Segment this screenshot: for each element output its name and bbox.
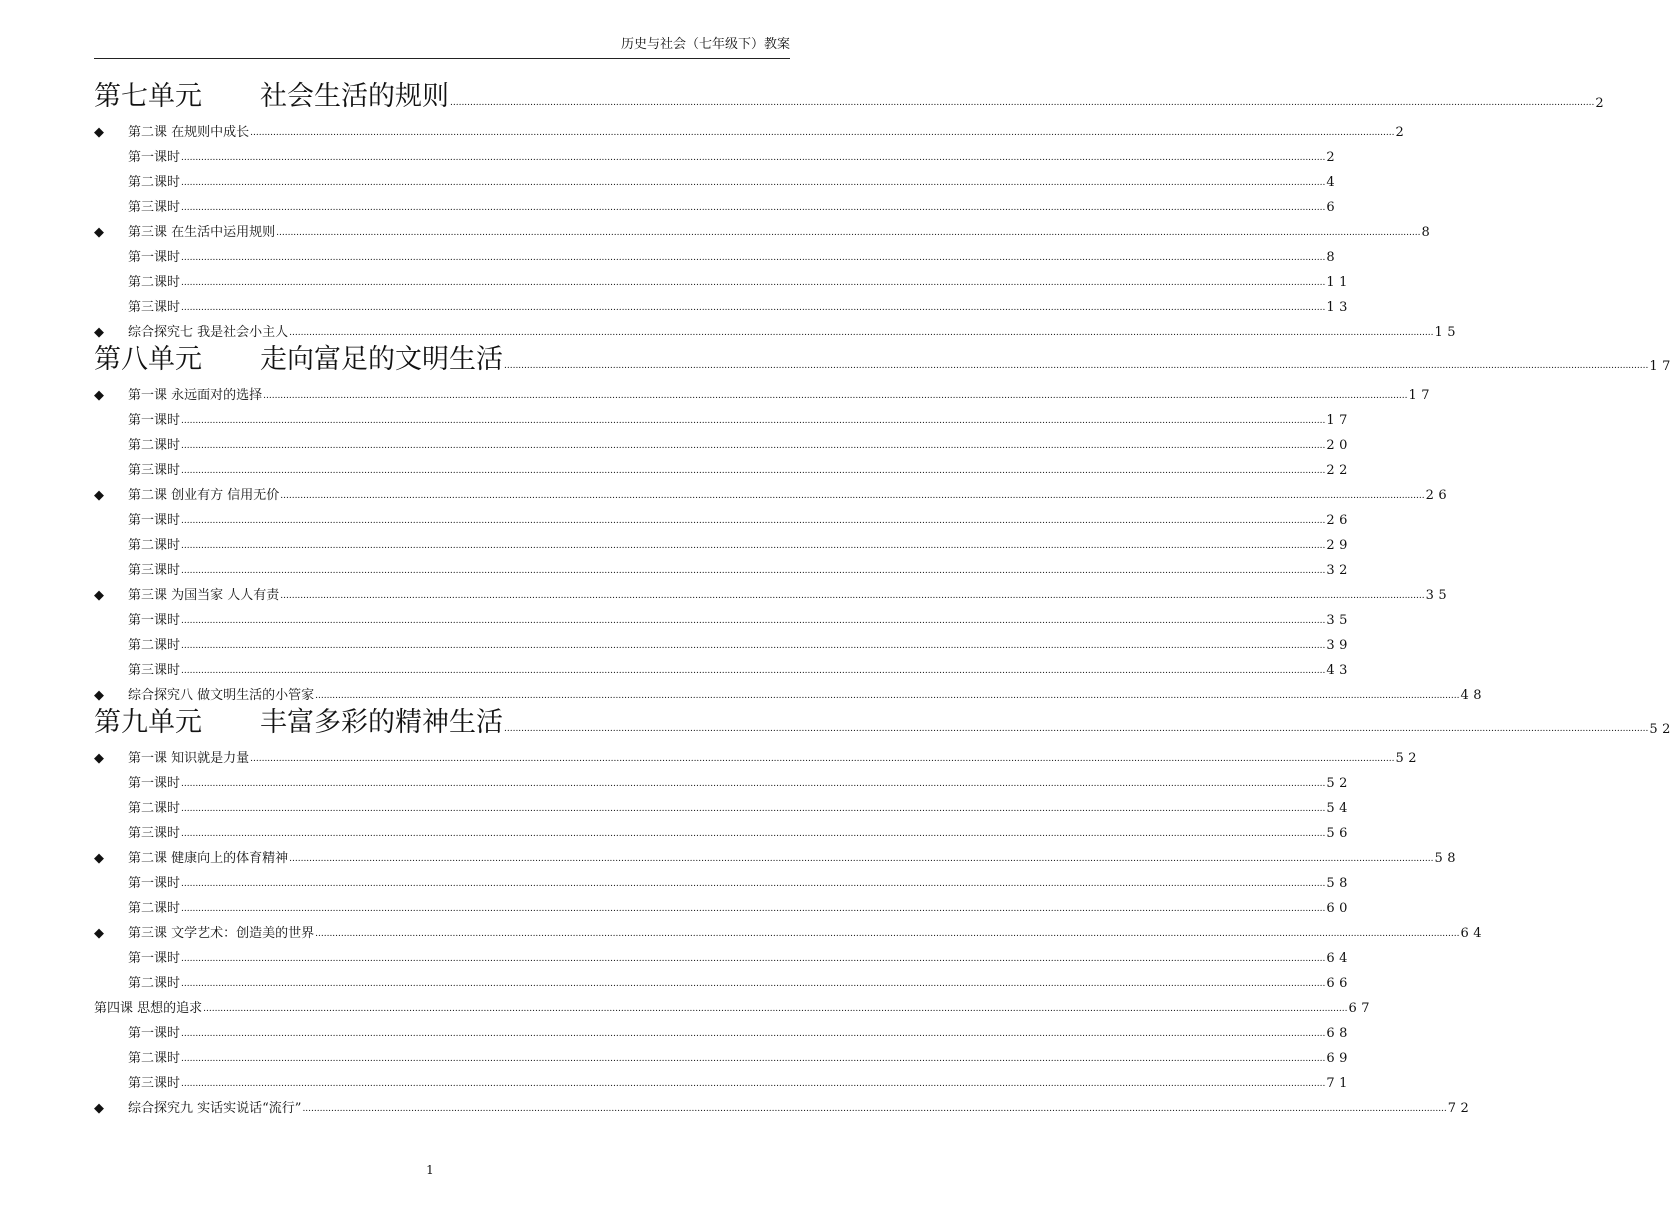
toc-entry-text: 第一课 永远面对的选择 xyxy=(128,388,263,403)
toc-entry[interactable] xyxy=(94,1067,1352,1092)
toc-entry[interactable] xyxy=(94,629,1352,654)
toc-entry[interactable] xyxy=(94,504,1352,529)
unit-number: 第七单元 xyxy=(94,81,202,112)
dot-leader: ................................................................................................................................................................................................................................................................................................................................................................................................................ xyxy=(181,954,1326,964)
toc-page-number: 52 xyxy=(1649,722,1675,737)
toc-entry-text: 第三课时 xyxy=(128,826,181,841)
toc-page-number: 72 xyxy=(1447,1101,1474,1116)
toc-entry[interactable] xyxy=(94,917,1487,942)
dot-leader: ................................................................................................................................................................................................................................................................................................................................................................................................................ xyxy=(181,904,1326,914)
dot-leader: ................................................................................................................................................................................................................................................................................................................................................................................................................ xyxy=(181,1079,1326,1089)
toc-page-number: 15 xyxy=(1434,325,1461,340)
toc-entry-text: 第一课时 xyxy=(128,613,181,628)
toc-entry-text: 第三课 在生活中运用规则 xyxy=(128,225,276,240)
toc-entry-label xyxy=(94,706,503,740)
unit-number: 第八单元 xyxy=(94,344,202,375)
toc-entry-text: 综合探究七 我是社会小主人 xyxy=(128,325,289,340)
toc-entry-label xyxy=(94,413,180,429)
toc-entry[interactable] xyxy=(94,1017,1352,1042)
toc-entry-text: 第一课时 xyxy=(128,513,181,528)
toc-page-number: 71 xyxy=(1326,1076,1352,1091)
toc-entry-label xyxy=(94,80,449,114)
dot-leader: ................................................................................................................................................................................................................................................................................................................................................................................................................ xyxy=(181,804,1326,814)
toc-entry-label xyxy=(94,638,180,654)
toc-entry-label xyxy=(94,388,262,404)
toc-entry[interactable] xyxy=(94,479,1452,504)
toc-entry-text: 第二课 健康向上的体育精神 xyxy=(128,851,289,866)
dot-leader: ................................................................................................................................................................................................................................................................................................................................................................................................................ xyxy=(289,854,1434,864)
toc-entry[interactable] xyxy=(94,604,1352,629)
toc-page-number: 8 xyxy=(1421,225,1435,240)
unit-title: 社会生活的规则 xyxy=(260,81,449,112)
toc-entry-text: 第二课时 xyxy=(128,638,181,653)
toc-page-number: 35 xyxy=(1425,588,1452,603)
toc-entry[interactable] xyxy=(94,892,1352,917)
toc-entry-label xyxy=(94,438,180,454)
toc-entry[interactable] xyxy=(94,842,1461,867)
toc-page-number: 8 xyxy=(1326,250,1340,265)
toc-page-number: 26 xyxy=(1425,488,1452,503)
toc-page-number: 52 xyxy=(1326,776,1352,791)
dot-leader: ................................................................................................................................................................................................................................................................................................................................................................................................................ xyxy=(181,441,1326,451)
toc-entry[interactable] xyxy=(94,454,1352,479)
dot-leader: ................................................................................................................................................................................................................................................................................................................................................................................................................ xyxy=(181,203,1326,213)
toc-entry-label xyxy=(94,901,180,917)
toc-entry[interactable] xyxy=(94,316,1461,341)
running-header: 历史与社会（七年级下）教案 xyxy=(620,37,790,52)
dot-leader: ................................................................................................................................................................................................................................................................................................................................................................................................................ xyxy=(181,879,1326,889)
dot-leader: ................................................................................................................................................................................................................................................................................................................................................................................................................ xyxy=(181,303,1326,313)
toc-entry-text: 第二课时 xyxy=(128,1051,181,1066)
toc-entry-label xyxy=(94,663,180,679)
toc-entry-label xyxy=(94,1001,202,1017)
toc-page-number: 39 xyxy=(1326,638,1352,653)
toc-page-number: 60 xyxy=(1326,901,1352,916)
dot-leader: ................................................................................................................................................................................................................................................................................................................................................................................................................ xyxy=(280,591,1425,601)
toc-page-number: 43 xyxy=(1326,663,1352,678)
toc-entry-text: 综合探究八 做文明生活的小管家 xyxy=(128,688,315,703)
dot-leader: ................................................................................................................................................................................................................................................................................................................................................................................................................ xyxy=(181,1029,1326,1039)
unit-title: 丰富多彩的精神生活 xyxy=(260,707,503,738)
toc-entry-text: 第三课时 xyxy=(128,463,181,478)
dot-leader: ................................................................................................................................................................................................................................................................................................................................................................................................................ xyxy=(181,779,1326,789)
diamond-bullet-icon: ◆ xyxy=(94,688,104,703)
dot-leader: ................................................................................................................................................................................................................................................................................................................................................................................................................ xyxy=(181,541,1326,551)
toc-entry[interactable] xyxy=(94,554,1352,579)
diamond-bullet-icon: ◆ xyxy=(94,851,104,866)
toc-entry-label xyxy=(94,538,180,554)
unit-title: 走向富足的文明生活 xyxy=(260,344,503,375)
dot-leader: ................................................................................................................................................................................................................................................................................................................................................................................................................ xyxy=(315,929,1460,939)
toc-page-number: 52 xyxy=(1395,751,1422,766)
dot-leader: ................................................................................................................................................................................................................................................................................................................................................................................................................ xyxy=(181,153,1326,163)
toc-unit-entry[interactable] xyxy=(94,78,1609,114)
toc-page-number: 11 xyxy=(1326,275,1352,290)
toc-entry-text: 第一课时 xyxy=(128,250,181,265)
dot-leader: ................................................................................................................................................................................................................................................................................................................................................................................................................ xyxy=(181,566,1326,576)
toc-entry[interactable] xyxy=(94,817,1352,842)
dot-leader: ................................................................................................................................................................................................................................................................................................................................................................................................................ xyxy=(181,979,1326,989)
toc-page-number: 54 xyxy=(1326,801,1352,816)
toc-entry-label xyxy=(94,588,279,604)
toc-entry-text: 第二课 在规则中成长 xyxy=(128,125,250,140)
toc-unit-entry[interactable] xyxy=(94,341,1675,377)
toc-page-number: 6 xyxy=(1326,200,1340,215)
toc-entry-text: 第二课时 xyxy=(128,438,181,453)
toc-entry[interactable] xyxy=(94,266,1352,291)
dot-leader: ................................................................................................................................................................................................................................................................................................................................................................................................................ xyxy=(181,641,1326,651)
page-number: 1 xyxy=(426,1163,434,1177)
toc-page-number: 64 xyxy=(1326,951,1352,966)
dot-leader: ................................................................................................................................................................................................................................................................................................................................................................................................................ xyxy=(181,516,1326,526)
diamond-bullet-icon: ◆ xyxy=(94,488,104,503)
dot-leader: ................................................................................................................................................................................................................................................................................................................................................................................................................ xyxy=(181,278,1326,288)
toc-entry-text: 第二课 创业有方 信用无价 xyxy=(128,488,280,503)
toc-entry[interactable] xyxy=(94,166,1340,191)
toc-entry[interactable] xyxy=(94,1042,1352,1067)
toc-page-number: 66 xyxy=(1326,976,1352,991)
toc-page-number: 2 xyxy=(1595,96,1609,111)
toc-entry-text: 第三课时 xyxy=(128,563,181,578)
toc-entry-text: 第一课时 xyxy=(128,1026,181,1041)
toc-entry-label xyxy=(94,300,180,316)
toc-entry-text: 第二课时 xyxy=(128,538,181,553)
toc-entry-text: 第二课时 xyxy=(128,901,181,916)
dot-leader: ................................................................................................................................................................................................................................................................................................................................................................................................................ xyxy=(181,1054,1326,1064)
toc-entry-label xyxy=(94,200,180,216)
dot-leader: ................................................................................................................................................................................................................................................................................................................................................................................................................ xyxy=(181,616,1326,626)
table-of-contents xyxy=(94,78,1675,1117)
toc-page-number: 68 xyxy=(1326,1026,1352,1041)
toc-entry-label xyxy=(94,513,180,529)
toc-entry-label xyxy=(94,876,180,892)
toc-entry[interactable] xyxy=(94,141,1340,166)
toc-entry-label xyxy=(94,751,249,767)
toc-entry[interactable] xyxy=(94,654,1352,679)
toc-entry-label xyxy=(94,851,288,867)
dot-leader: ................................................................................................................................................................................................................................................................................................................................................................................................................ xyxy=(263,391,1408,401)
toc-page-number: 48 xyxy=(1460,688,1487,703)
dot-leader: ................................................................................................................................................................................................................................................................................................................................................................................................................ xyxy=(203,1004,1348,1014)
toc-entry[interactable] xyxy=(94,404,1352,429)
diamond-bullet-icon: ◆ xyxy=(94,751,104,766)
toc-entry-label xyxy=(94,563,180,579)
diamond-bullet-icon: ◆ xyxy=(94,926,104,941)
toc-entry[interactable] xyxy=(94,529,1352,554)
toc-entry[interactable] xyxy=(94,967,1352,992)
toc-unit-entry[interactable] xyxy=(94,704,1675,740)
toc-entry[interactable] xyxy=(94,1092,1474,1117)
toc-entry[interactable] xyxy=(94,191,1340,216)
toc-entry-label xyxy=(94,343,503,377)
toc-entry-label xyxy=(94,225,275,241)
dot-leader: ................................................................................................................................................................................................................................................................................................................................................................................................................ xyxy=(181,416,1326,426)
dot-leader: ................................................................................................................................................................................................................................................................................................................................................................................................................ xyxy=(181,178,1326,188)
toc-entry-label xyxy=(94,1076,180,1092)
toc-page-number: 2 xyxy=(1395,125,1409,140)
toc-entry-label xyxy=(94,1051,180,1067)
toc-entry-text: 第二课时 xyxy=(128,175,181,190)
dot-leader: ................................................................................................................................................................................................................................................................................................................................................................................................................ xyxy=(504,361,1649,371)
toc-entry[interactable] xyxy=(94,241,1340,266)
toc-entry-label xyxy=(94,125,249,141)
toc-entry-label xyxy=(94,275,180,291)
toc-entry-text: 第三课时 xyxy=(128,663,181,678)
toc-page-number: 13 xyxy=(1326,300,1352,315)
toc-entry-text: 第三课 为国当家 人人有责 xyxy=(128,588,280,603)
toc-entry-label xyxy=(94,150,180,166)
toc-page-number: 58 xyxy=(1434,851,1461,866)
toc-entry-label xyxy=(94,688,314,704)
dot-leader: ................................................................................................................................................................................................................................................................................................................................................................................................................ xyxy=(181,466,1326,476)
toc-entry-text: 第一课时 xyxy=(128,776,181,791)
diamond-bullet-icon: ◆ xyxy=(94,588,104,603)
unit-number: 第九单元 xyxy=(94,707,202,738)
dot-leader: ................................................................................................................................................................................................................................................................................................................................................................................................................ xyxy=(181,829,1326,839)
toc-entry-text: 第三课时 xyxy=(128,1076,181,1091)
toc-page-number: 2 xyxy=(1326,150,1340,165)
dot-leader: ................................................................................................................................................................................................................................................................................................................................................................................................................ xyxy=(181,253,1326,263)
diamond-bullet-icon: ◆ xyxy=(94,125,104,140)
toc-entry-label xyxy=(94,826,180,842)
header-rule xyxy=(94,58,790,59)
toc-page-number: 64 xyxy=(1460,926,1487,941)
toc-entry-text: 第三课 文学艺术：创造美的世界 xyxy=(128,926,315,941)
dot-leader: ................................................................................................................................................................................................................................................................................................................................................................................................................ xyxy=(280,491,1425,501)
toc-entry-label xyxy=(94,488,279,504)
dot-leader: ................................................................................................................................................................................................................................................................................................................................................................................................................ xyxy=(450,98,1595,108)
toc-page-number: 67 xyxy=(1348,1001,1375,1016)
toc-entry-label xyxy=(94,175,180,191)
toc-page-number: 29 xyxy=(1326,538,1352,553)
toc-page-number: 22 xyxy=(1326,463,1352,478)
toc-entry[interactable] xyxy=(94,291,1352,316)
toc-page-number: 58 xyxy=(1326,876,1352,891)
toc-entry-label xyxy=(94,250,180,266)
toc-entry[interactable] xyxy=(94,742,1422,767)
toc-page-number: 26 xyxy=(1326,513,1352,528)
toc-entry[interactable] xyxy=(94,679,1487,704)
dot-leader: ................................................................................................................................................................................................................................................................................................................................................................................................................ xyxy=(250,754,1395,764)
toc-entry-label xyxy=(94,951,180,967)
toc-entry[interactable] xyxy=(94,216,1435,241)
toc-entry-text: 第三课时 xyxy=(128,300,181,315)
toc-entry-label xyxy=(94,801,180,817)
toc-entry-text: 第二课时 xyxy=(128,275,181,290)
toc-entry[interactable] xyxy=(94,116,1409,141)
dot-leader: ................................................................................................................................................................................................................................................................................................................................................................................................................ xyxy=(181,666,1326,676)
toc-entry-label xyxy=(94,1101,301,1117)
toc-entry-label xyxy=(94,613,180,629)
toc-entry-text: 第一课 知识就是力量 xyxy=(128,751,250,766)
toc-entry-text: 第四课 思想的追求 xyxy=(94,1001,203,1016)
toc-entry[interactable] xyxy=(94,992,1375,1017)
toc-page-number: 69 xyxy=(1326,1051,1352,1066)
toc-entry-text: 第一课时 xyxy=(128,413,181,428)
toc-entry-label xyxy=(94,926,314,942)
toc-entry[interactable] xyxy=(94,579,1452,604)
dot-leader: ................................................................................................................................................................................................................................................................................................................................................................................................................ xyxy=(302,1104,1447,1114)
toc-entry-text: 第二课时 xyxy=(128,976,181,991)
toc-entry[interactable] xyxy=(94,379,1435,404)
toc-entry[interactable] xyxy=(94,767,1352,792)
dot-leader: ................................................................................................................................................................................................................................................................................................................................................................................................................ xyxy=(315,691,1460,701)
diamond-bullet-icon: ◆ xyxy=(94,225,104,240)
dot-leader: ................................................................................................................................................................................................................................................................................................................................................................................................................ xyxy=(250,128,1395,138)
toc-page-number: 17 xyxy=(1649,359,1675,374)
toc-entry-label xyxy=(94,325,288,341)
toc-entry-text: 第三课时 xyxy=(128,200,181,215)
diamond-bullet-icon: ◆ xyxy=(94,388,104,403)
toc-page-number: 4 xyxy=(1326,175,1340,190)
toc-page-number: 17 xyxy=(1326,413,1352,428)
toc-page-number: 17 xyxy=(1408,388,1435,403)
toc-entry[interactable] xyxy=(94,867,1352,892)
toc-entry-text: 第一课时 xyxy=(128,876,181,891)
toc-entry-text: 综合探究九 实话实说话“流行” xyxy=(128,1101,302,1116)
toc-entry[interactable] xyxy=(94,792,1352,817)
diamond-bullet-icon: ◆ xyxy=(94,325,104,340)
dot-leader: ................................................................................................................................................................................................................................................................................................................................................................................................................ xyxy=(276,228,1421,238)
toc-page-number: 35 xyxy=(1326,613,1352,628)
toc-entry-label xyxy=(94,463,180,479)
toc-entry-text: 第二课时 xyxy=(128,801,181,816)
toc-entry[interactable] xyxy=(94,942,1352,967)
toc-entry-text: 第一课时 xyxy=(128,951,181,966)
toc-entry[interactable] xyxy=(94,429,1352,454)
toc-entry-label xyxy=(94,976,180,992)
toc-entry-label xyxy=(94,776,180,792)
diamond-bullet-icon: ◆ xyxy=(94,1101,104,1116)
toc-page-number: 20 xyxy=(1326,438,1352,453)
dot-leader: ................................................................................................................................................................................................................................................................................................................................................................................................................ xyxy=(504,724,1649,734)
dot-leader: ................................................................................................................................................................................................................................................................................................................................................................................................................ xyxy=(289,328,1434,338)
toc-entry-label xyxy=(94,1026,180,1042)
toc-entry-text: 第一课时 xyxy=(128,150,181,165)
toc-page-number: 32 xyxy=(1326,563,1352,578)
toc-page-number: 56 xyxy=(1326,826,1352,841)
